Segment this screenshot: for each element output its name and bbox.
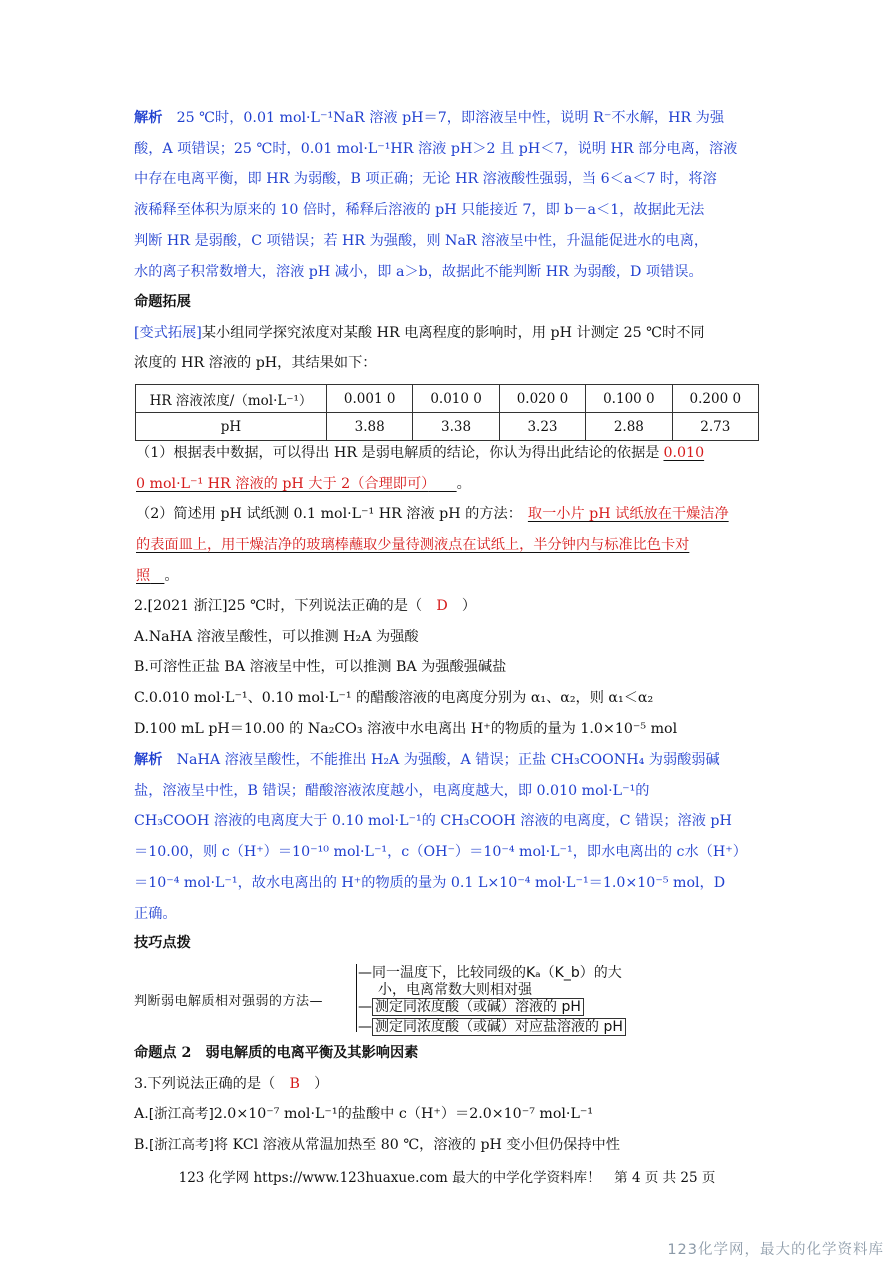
question-2 [134,591,760,745]
question-2-answer-letter: D [436,598,448,614]
table-cell: 2.73 [672,413,758,441]
variant-tag: [变式拓展] [134,324,202,341]
skill-heading: 技巧点拨 [134,935,191,951]
question-1-text: （1）根据表中数据，可以得出 HR 是弱电解质的结论，你认为得出此结论的依据是 [136,445,660,461]
skill-item-1-cont: 小，电离常数大则相对强 [378,982,532,998]
analysis-2-line: CH₃COOH 溶液的电离度大于 0.10 mol·L⁻¹的 CH₃COOH 溶液的电离度，C 错误；溶液 pH [134,813,732,830]
analysis-1-label: 解析 [134,110,163,126]
question-2-text: （2）简述用 pH 试纸测 0.1 mol·L⁻¹ HR 溶液 pH 的方法： [136,506,522,523]
skill-label: 判断弱电解质相对强弱的方法— [134,994,324,1009]
question-2-answer: 取一小片 pH 试纸放在干燥洁净 [527,506,729,523]
table-cell: 0.100 0 [586,385,672,413]
question-3-section: 命题点 2 弱电解质的电离平衡及其影响因素 3.下列说法正确的是（ B ） A.[浙江高考]2.0×10⁻⁷ mol·L⁻¹的盐酸中 c（H⁺）＝2.0×10⁻⁷ mol·L⁻¹ B.[浙江高考]将 KCl 溶液从常温加热至 80 ℃，溶液的 pH 变小但仍保持中性 [134,1038,760,1161]
table-cell: 2.88 [586,413,672,441]
table-row [136,385,759,413]
extension-heading: 命题拓展 [134,294,191,310]
analysis-2-line: ＝10.00，则 c（H⁺）＝10⁻¹⁰ mol·L⁻¹，c（OH⁻）＝10⁻⁴ mol·L⁻¹，即水电离出的 c水（H⁺） [134,844,747,861]
table-cell: 0.020 0 [499,385,585,413]
skill-item-2: 测定同浓度酸（或碱）溶液的 pH [372,998,584,1016]
source-tag: [浙江高考] [148,1137,214,1154]
question-1-answer: 0.010 [663,445,705,461]
analysis-2-line: 盐，溶液呈中性，B 错误；醋酸溶液浓度越小，电离度越大，即 0.010 mol·L⁻¹的 [134,782,650,799]
option: A.NaHA 溶液呈酸性，可以推测 H₂A 为强酸 [134,628,419,645]
point-2-heading: 命题点 2 弱电解质的电离平衡及其影响因素 [134,1045,419,1061]
table-cell: 3.38 [413,413,499,441]
extension-intro: 某小组同学探究浓度对某酸 HR 电离程度的影响时，用 pH 计测定 25 ℃时不同 [201,324,705,341]
extension-questions [136,438,762,592]
option: D.100 mL pH＝10.00 的 Na₂CO₃ 溶液中水电离出 H⁺的物质的量为 1.0×10⁻⁵ mol [134,720,678,737]
analysis-2 [134,745,760,929]
question-1-answer: 0 mol·L⁻¹ HR 溶液的 pH 大于 2（合理即可） [136,475,429,492]
skill-item-3: 测定同浓度酸（或碱）对应盐溶液的 pH [372,1018,626,1036]
question-2-end: 。 [164,567,179,584]
table-cell: 0.001 0 [327,385,413,413]
analysis-1-line: 判断 HR 是弱酸，C 项错误；若 HR 为强酸，则 NaR 溶液呈中性，升温能促进水的电离， [134,232,709,249]
skill-item-1: —同一温度下，比较同级的Kₐ（K_b）的大 [358,965,622,981]
option: 2.0×10⁻⁷ mol·L⁻¹的盐酸中 c（H⁺）＝2.0×10⁻⁷ mol·L⁻¹ [213,1106,594,1123]
analysis-1-line: 液稀释至体积为原来的 10 倍时，稀释后溶液的 pH 只能接近 7，即 b－a＜1，故据此无法 [134,202,705,219]
analysis-1-line: 25 ℃时，0.01 mol·L⁻¹NaR 溶液 pH＝7，即溶液呈中性，说明 R⁻不水解，HR 为强 [176,110,725,126]
table-cell: 0.010 0 [413,385,499,413]
table-cell: 0.200 0 [672,385,758,413]
option: B.可溶性正盐 BA 溶液呈中性，可以推测 BA 为强酸强碱盐 [134,659,507,676]
watermark: 123化学网，最大的化学资料库 [667,1242,884,1258]
option: C.0.010 mol·L⁻¹、0.10 mol·L⁻¹ 的醋酸溶液的电离度分别为 α₁、α₂，则 α₁＜α₂ [134,690,654,707]
source-tag: [浙江高考] [148,1106,214,1123]
analysis-1-line: 中存在电离平衡，即 HR 为弱酸，B 项正确；无论 HR 溶液酸性强弱，当 6＜a＜7 时，将溶 [134,171,717,188]
skill-diagram: 判断弱电解质相对强弱的方法— —同一温度下，比较同级的Kₐ（K_b）的大 小，电离常数大则相对强 — 测定同浓度酸（或碱）溶液的 pH — 测定同浓度酸（或碱）对应盐溶液的 pH [134,962,774,1038]
question-3-close: ） [314,1075,329,1092]
question-2-stem: 2.[2021 浙江]25 ℃时，下列说法正确的是（ [134,598,423,614]
analysis-1 [134,103,760,287]
page-footer: 123 化学网 https://www.123huaxue.com 最大的中学化学资料库！ 第 4 页 共 25 页 [178,1170,716,1186]
extension-section [134,287,760,379]
question-1-end: 。 [456,475,471,492]
analysis-2-line: 正确。 [134,905,177,922]
concentration-ph-table [135,384,759,441]
analysis-1-line: 酸，A 项错误；25 ℃时，0.01 mol·L⁻¹HR 溶液 pH＞2 且 pH＜7，说明 HR 部分电离，溶液 [134,140,738,157]
option: 将 KCl 溶液从常温加热至 80 ℃，溶液的 pH 变小但仍保持中性 [213,1137,620,1154]
table-cell: 3.23 [499,413,585,441]
analysis-2-line: NaHA 溶液呈酸性，不能推出 H₂A 为强酸，A 错误；正盐 CH₃COONH₄ 为弱酸弱碱 [176,752,720,768]
question-2-close: ） [461,598,477,614]
question-3-answer-letter: B [289,1075,300,1092]
question-2-answer: 的表面皿上，用干燥洁净的玻璃棒蘸取少量待测液点在试纸上，半分钟内与标准比色卡对 [136,537,690,554]
analysis-1-line: 水的离子积常数增大，溶液 pH 减小，即 a＞b，故据此不能判断 HR 为弱酸，D 项错误。 [134,263,703,280]
table-header-cell: HR 溶液浓度/（mol·L⁻¹） [136,385,327,413]
analysis-2-label: 解析 [134,752,163,768]
question-3-stem: 3.下列说法正确的是（ [134,1075,276,1092]
extension-intro: 浓度的 HR 溶液的 pH，其结果如下： [134,355,377,372]
table-row [136,413,759,441]
question-2-answer: 照 [136,567,151,584]
table-header-cell: pH [136,413,327,441]
table-cell: 3.88 [327,413,413,441]
analysis-2-line: ＝10⁻⁴ mol·L⁻¹，故水电离出的 H⁺的物质的量为 0.1 L×10⁻⁴ mol·L⁻¹＝1.0×10⁻⁵ mol，D [134,874,726,891]
